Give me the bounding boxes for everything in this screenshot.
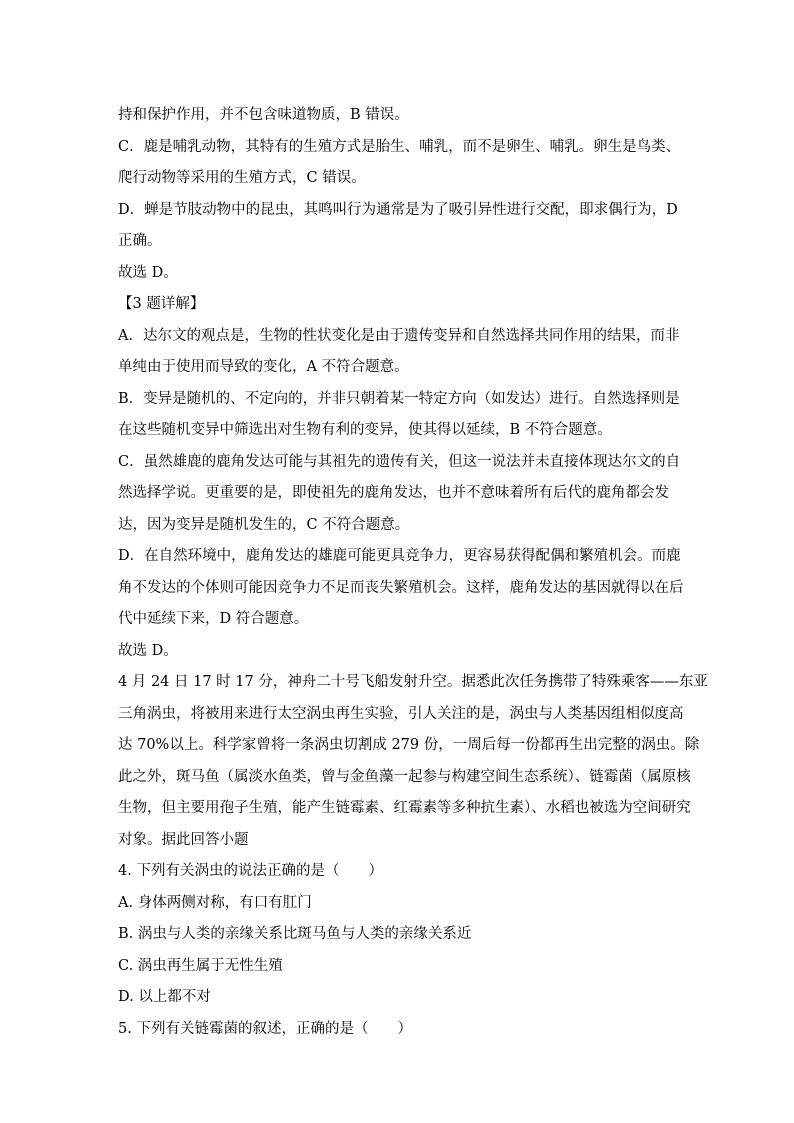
question-stem: 4. 下列有关涡虫的说法正确的是（ ） [118, 863, 383, 879]
text-line: C．虽然雄鹿的鹿角发达可能与其祖先的遗传有关，但这一说法并未直接体现达尔文的自 [118, 453, 681, 470]
passage-line: 对象。据此回答小题 [118, 831, 249, 848]
passage-line: 达 70%以上。科学家曾将一条涡虫切割成 279 份，一周后每一份都再生出完整的涡虫。除 [118, 737, 700, 753]
answer-option: C. 涡虫再生属于无性生殖 [118, 957, 283, 974]
text-line: 达，因为变异是随机发生的，C 不符合题意。 [118, 516, 410, 533]
section-heading: 【3 题详解】 [118, 296, 205, 312]
passage-line: 4 月 24 日 17 时 17 分，神舟二十号飞船发射升空。据悉此次任务携带了特殊乘客——东亚 [118, 674, 708, 690]
text-line: 角不发达的个体则可能因竞争力不足而丧失繁殖机会。这样，鹿角发达的基因就得以在后 [118, 579, 684, 596]
text-line: 故选 D。 [118, 264, 178, 281]
text-line: 单纯由于使用而导致的变化，A 不符合题意。 [118, 359, 409, 375]
answer-option: A. 身体两侧对称，有口有肛门 [118, 894, 312, 911]
text-line: C．鹿是哺乳动物，其特有的生殖方式是胎生、哺乳，而不是卵生、哺乳。卵生是鸟类、 [118, 138, 681, 155]
passage-line: 生物，但主要用孢子生殖，能产生链霉素、红霉素等多种抗生素）、水稻也被选为空间研究 [118, 800, 691, 816]
text-line: 持和保护作用，并不包含味道物质，B 错误。 [118, 107, 409, 123]
passage-line: 三角涡虫，将被用来进行太空涡虫再生实验，引人关注的是，涡虫与人类基因组相似度高 [118, 705, 684, 722]
answer-option: B. 涡虫与人类的亲缘关系比斑马鱼与人类的亲缘关系近 [118, 926, 472, 942]
text-line: D．在自然环境中，鹿角发达的雄鹿可能更具竞争力，更容易获得配偶和繁殖机会。而鹿 [118, 548, 681, 564]
answer-option: D. 以上都不对 [118, 989, 211, 1005]
text-line: 然选择学说。更重要的是，即使祖先的鹿角发达，也并不意味着所有后代的鹿角都会发 [118, 485, 669, 501]
passage-line: 此之外，斑马鱼（属淡水鱼类，曾与金鱼藻一起参与构建空间生态系统）、链霉菌（属原核 [118, 768, 691, 785]
text-line: 故选 D。 [118, 642, 178, 659]
question-stem: 5. 下列有关链霉菌的叙述，正确的是（ ） [118, 1020, 412, 1037]
text-line: 代中延续下来，D 符合题意。 [118, 611, 309, 627]
text-line: B．变异是随机的、不定向的，并非只朝着某一特定方向（如发达）进行。自然选择则是 [118, 390, 680, 407]
document-body [118, 100, 708, 1045]
text-line: A．达尔文的观点是，生物的性状变化是由于遗传变异和自然选择共同作用的结果，而非 [118, 327, 680, 344]
text-line: 在这些随机变异中筛选出对生物有利的变异，使其得以延续，B 不符合题意。 [118, 422, 612, 438]
text-line: 正确。 [118, 233, 162, 249]
text-line: 爬行动物等采用的生殖方式，C 错误。 [118, 170, 366, 186]
text-line: D．蝉是节肢动物中的昆虫，其鸣叫行为通常是为了吸引异性进行交配，即求偶行为，D [118, 201, 678, 218]
